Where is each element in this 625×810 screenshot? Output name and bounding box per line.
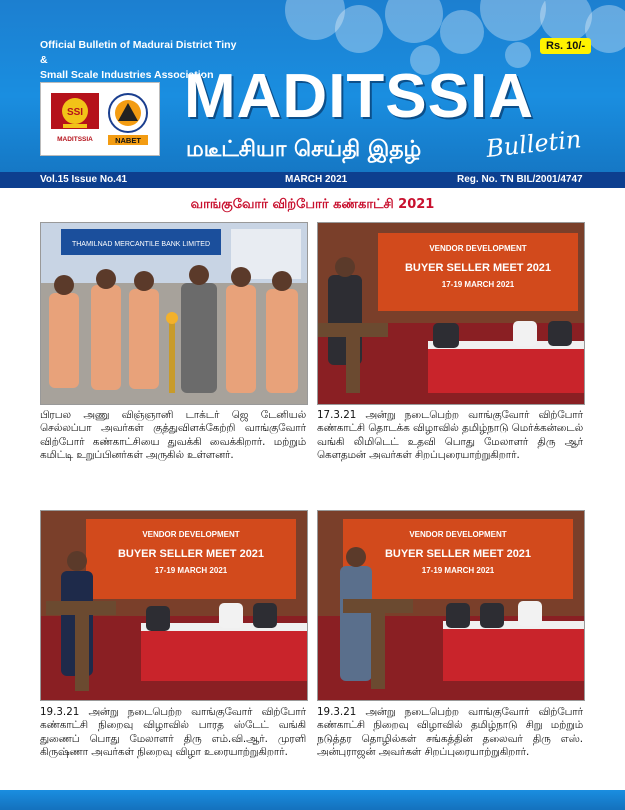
photo-lamp-lighting <box>40 222 308 405</box>
stall-banner: THAMILNAD MERCANTILE BANK LIMITED <box>71 241 211 248</box>
price-badge: Rs. 10/- <box>540 38 591 54</box>
caption-opening-speech: 17.3.21 அன்று நடைபெற்ற வாங்குவோர் விற்போர் கண்காட்சி தொடக்க விழாவில் தமிழ்நாடு மெர்க்கன்டைல் வங்கி லிமிடெட் உதவி பொது மேலாளர் திரு ஆர் கௌதமன் அவர்கள் சிறப்புரையாற்றுகிறார். <box>317 409 583 462</box>
banner-line-2: BUYER SELLER MEET 2021 <box>117 548 265 560</box>
photo-lamp-lighting-image <box>41 223 307 404</box>
caption-valedictory-association: 19.3.21 அன்று நடைபெற்ற வாங்குவோர் விற்போர் கண்காட்சி நிறைவு விழாவில் தமிழ்நாடு சிறு மற்றும் நடுத்தர தொழில்கள் சங்கத்தின் தலைவர் திரு எஸ். அன்புராஜன் அவர்கள் சிறப்புரையாற்றுகிறார். <box>317 706 583 759</box>
tamil-title: மடீட்சியா செய்தி இதழ் <box>186 137 422 162</box>
page-heading: வாங்குவோர் விற்போர் கண்காட்சி 2021 <box>190 197 435 212</box>
nabet-logo-text: NABET <box>115 136 141 145</box>
photo-opening-speech-image <box>318 223 584 404</box>
banner-line-1: VENDOR DEVELOPMENT <box>142 530 240 539</box>
issue-date: MARCH 2021 <box>285 174 348 185</box>
ssi-logo <box>49 91 101 147</box>
official-line-2: Small Scale Industries Association <box>40 69 214 81</box>
decorative-bubble <box>540 0 592 42</box>
banner-line-3: 17-19 MARCH 2021 <box>441 280 515 289</box>
masthead <box>0 0 625 175</box>
photo-valedictory-association-image <box>318 511 584 700</box>
photo-valedictory-association <box>317 510 585 701</box>
caption-lamp-lighting: பிரபல அணு விஞ்ஞானி டாக்டர் ஜெ டேனியல் செல்லப்பா அவர்கள் குத்துவிளக்கேற்றி வாங்குவோர் விற்போர் கண்காட்சியை துவக்கி வைக்கிறார். மற்றும் கமிட்டி உறுப்பினர்கள் அருகில் உள்ளனர். <box>40 409 306 462</box>
banner-line-1: VENDOR DEVELOPMENT <box>409 530 507 539</box>
caption-valedictory-sbi: 19.3.21 அன்று நடைபெற்ற வாங்குவோர் விற்போர் கண்காட்சி நிறைவு விழாவில் பாரத ஸ்டேட் வங்கி துணைப் பொது மேலாளர் திரு எம்.வி.ஆர். முரளி கிருஷ்ணா அவர்கள் நிறைவு விழா உரையாற்றுகிறார். <box>40 706 306 759</box>
banner-line-2: BUYER SELLER MEET 2021 <box>384 548 532 560</box>
publication-title: MADITSSIA <box>184 62 534 131</box>
ssi-logo-text: MADITSSIA <box>57 136 93 143</box>
registration-number: Reg. No. TN BIL/2001/4747 <box>457 174 583 185</box>
banner-line-3: 17-19 MARCH 2021 <box>154 566 228 575</box>
nabet-logo <box>104 91 152 147</box>
volume-issue: Vol.15 Issue No.41 <box>40 174 128 185</box>
banner-line-1: VENDOR DEVELOPMENT <box>429 244 527 253</box>
decorative-bubble <box>480 0 546 41</box>
official-line-1: Official Bulletin of Madurai District Tiny & <box>40 39 237 66</box>
bottom-bar <box>0 790 625 810</box>
bulletin-subtitle: Bulletin <box>484 125 583 163</box>
banner-line-3: 17-19 MARCH 2021 <box>421 566 495 575</box>
photo-opening-speech <box>317 222 585 405</box>
decorative-bubble <box>335 5 383 53</box>
decorative-bubble <box>385 0 443 43</box>
svg-text:SSI: SSI <box>66 107 84 118</box>
banner-line-2: BUYER SELLER MEET 2021 <box>404 262 552 274</box>
photo-valedictory-sbi-image <box>41 511 307 700</box>
photo-valedictory-sbi <box>40 510 308 701</box>
logo-panel <box>40 82 160 156</box>
issue-info-bar <box>0 172 625 188</box>
decorative-bubble <box>440 10 484 54</box>
